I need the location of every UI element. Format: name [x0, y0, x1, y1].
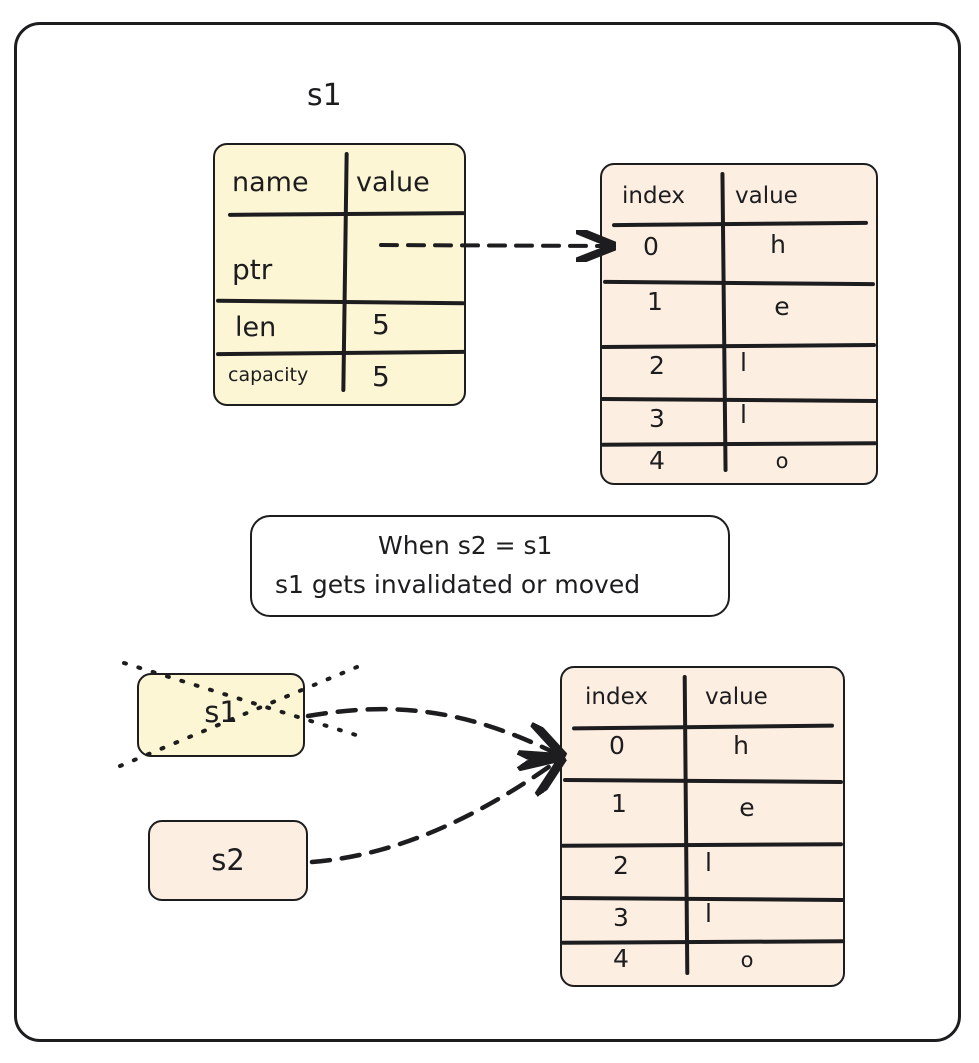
buffer-top-value-2: l	[740, 348, 747, 377]
s1-invalidated-label: s1	[204, 695, 238, 729]
buffer-top-value-3: l	[740, 400, 747, 429]
buffer-bottom-value-0: h	[733, 731, 749, 760]
struct-row-name-len: len	[235, 312, 277, 343]
buffer-bottom-value-2: l	[705, 848, 712, 877]
struct-header-name: name	[232, 167, 309, 198]
struct-row-name-ptr: ptr	[232, 253, 273, 286]
buffer-top-table	[600, 163, 878, 485]
struct-row-value-len: 5	[372, 308, 390, 341]
struct-row-value-capacity: 5	[372, 360, 390, 393]
note-line-2: s1 gets invalidated or moved	[275, 570, 641, 599]
buffer-bottom-header-value: value	[705, 684, 768, 710]
buffer-top-index-2: 2	[649, 351, 665, 380]
buffer-bottom-value-4: o	[740, 948, 754, 972]
buffer-bottom-value-3: l	[705, 899, 712, 928]
buffer-top-index-3: 3	[649, 404, 665, 433]
note-line-1: When s2 = s1	[378, 531, 553, 560]
buffer-top-value-1: e	[774, 292, 790, 321]
s2-label: s2	[211, 843, 245, 877]
buffer-top-index-4: 4	[649, 446, 665, 475]
buffer-top-value-0: h	[770, 230, 786, 259]
buffer-top-index-1: 1	[647, 287, 663, 316]
buffer-bottom-index-4: 4	[613, 944, 629, 973]
buffer-top-header-value: value	[735, 183, 798, 209]
buffer-top-value-4: o	[775, 449, 789, 473]
buffer-top-index-0: 0	[643, 232, 659, 261]
buffer-bottom-index-3: 3	[613, 903, 629, 932]
buffer-bottom-index-2: 2	[613, 851, 629, 880]
struct-header-value: value	[356, 167, 430, 198]
buffer-bottom-header-index: index	[585, 684, 648, 710]
buffer-top-header-index: index	[622, 183, 685, 209]
buffer-bottom-value-1: e	[739, 793, 755, 822]
struct-row-name-capacity: capacity	[228, 364, 309, 386]
buffer-bottom-index-1: 1	[611, 789, 627, 818]
buffer-bottom-index-0: 0	[609, 731, 625, 760]
struct-title-s1: s1	[307, 78, 342, 113]
